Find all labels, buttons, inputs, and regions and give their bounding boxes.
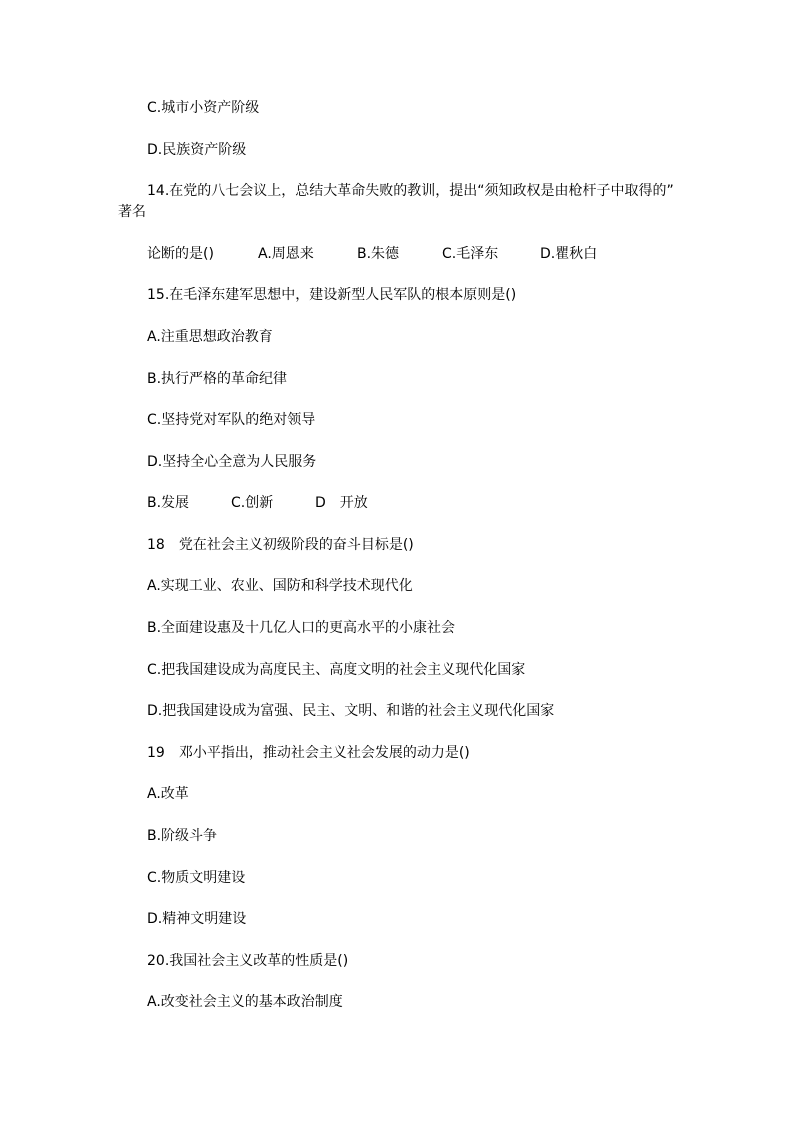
question-14-option-d: D.瞿秋白 xyxy=(540,246,598,262)
question-19-option-d: D.精神文明建设 xyxy=(147,911,247,927)
fragment-option-c: C.创新 xyxy=(231,495,274,511)
question-18-option-a: A.实现工业、农业、国防和科学技术现代化 xyxy=(147,578,413,594)
question-15-option-d: D.坚持全心全意为人民服务 xyxy=(147,454,317,470)
question-18-option-d: D.把我国建设成为富强、民主、文明、和谐的社会主义现代化国家 xyxy=(147,703,555,719)
question-14-continuation xyxy=(147,246,214,262)
fragment-option-d: D 开放 xyxy=(315,495,368,511)
question-14-wrap: 著名 xyxy=(118,204,146,220)
question-15-option-a: A.注重思想政治教育 xyxy=(147,329,273,345)
question-15-option-b: B.执行严格的革命纪律 xyxy=(147,371,288,387)
option-c-urban-petty-bourgeoisie: C.城市小资产阶级 xyxy=(147,100,260,116)
question-18-option-c: C.把我国建设成为高度民主、高度文明的社会主义现代化国家 xyxy=(147,662,526,678)
question-19-text: 19 邓小平指出，推动社会主义社会发展的动力是() xyxy=(147,745,470,761)
question-14-option-a: A.周恩来 xyxy=(258,246,314,262)
fragment-option-b: B.发展 xyxy=(147,495,190,511)
question-14-option-c: C.毛泽东 xyxy=(442,246,499,262)
question-15-option-c: C.坚持党对军队的绝对领导 xyxy=(147,412,316,428)
question-18-text: 18 党在社会主义初级阶段的奋斗目标是() xyxy=(147,537,414,553)
question-15-text: 15.在毛泽东建军思想中，建设新型人民军队的根本原则是() xyxy=(147,287,517,303)
question-20-text: 20.我国社会主义改革的性质是() xyxy=(147,953,349,969)
question-20-option-a: A.改变社会主义的基本政治制度 xyxy=(147,994,343,1010)
question-14-stem-end: 论断的是() xyxy=(147,246,214,262)
question-18-option-b: B.全面建设惠及十几亿人口的更高水平的小康社会 xyxy=(147,620,456,636)
option-d-national-bourgeoisie: D.民族资产阶级 xyxy=(147,142,247,158)
question-19-option-a: A.改革 xyxy=(147,786,189,802)
question-14-text: 14.在党的八七会议上，总结大革命失败的教训，提出“须知政权是由枪杆子中取得的” xyxy=(147,183,674,199)
question-14-option-b: B.朱德 xyxy=(357,246,400,262)
question-19-option-c: C.物质文明建设 xyxy=(147,870,246,886)
question-19-option-b: B.阶级斗争 xyxy=(147,828,218,844)
